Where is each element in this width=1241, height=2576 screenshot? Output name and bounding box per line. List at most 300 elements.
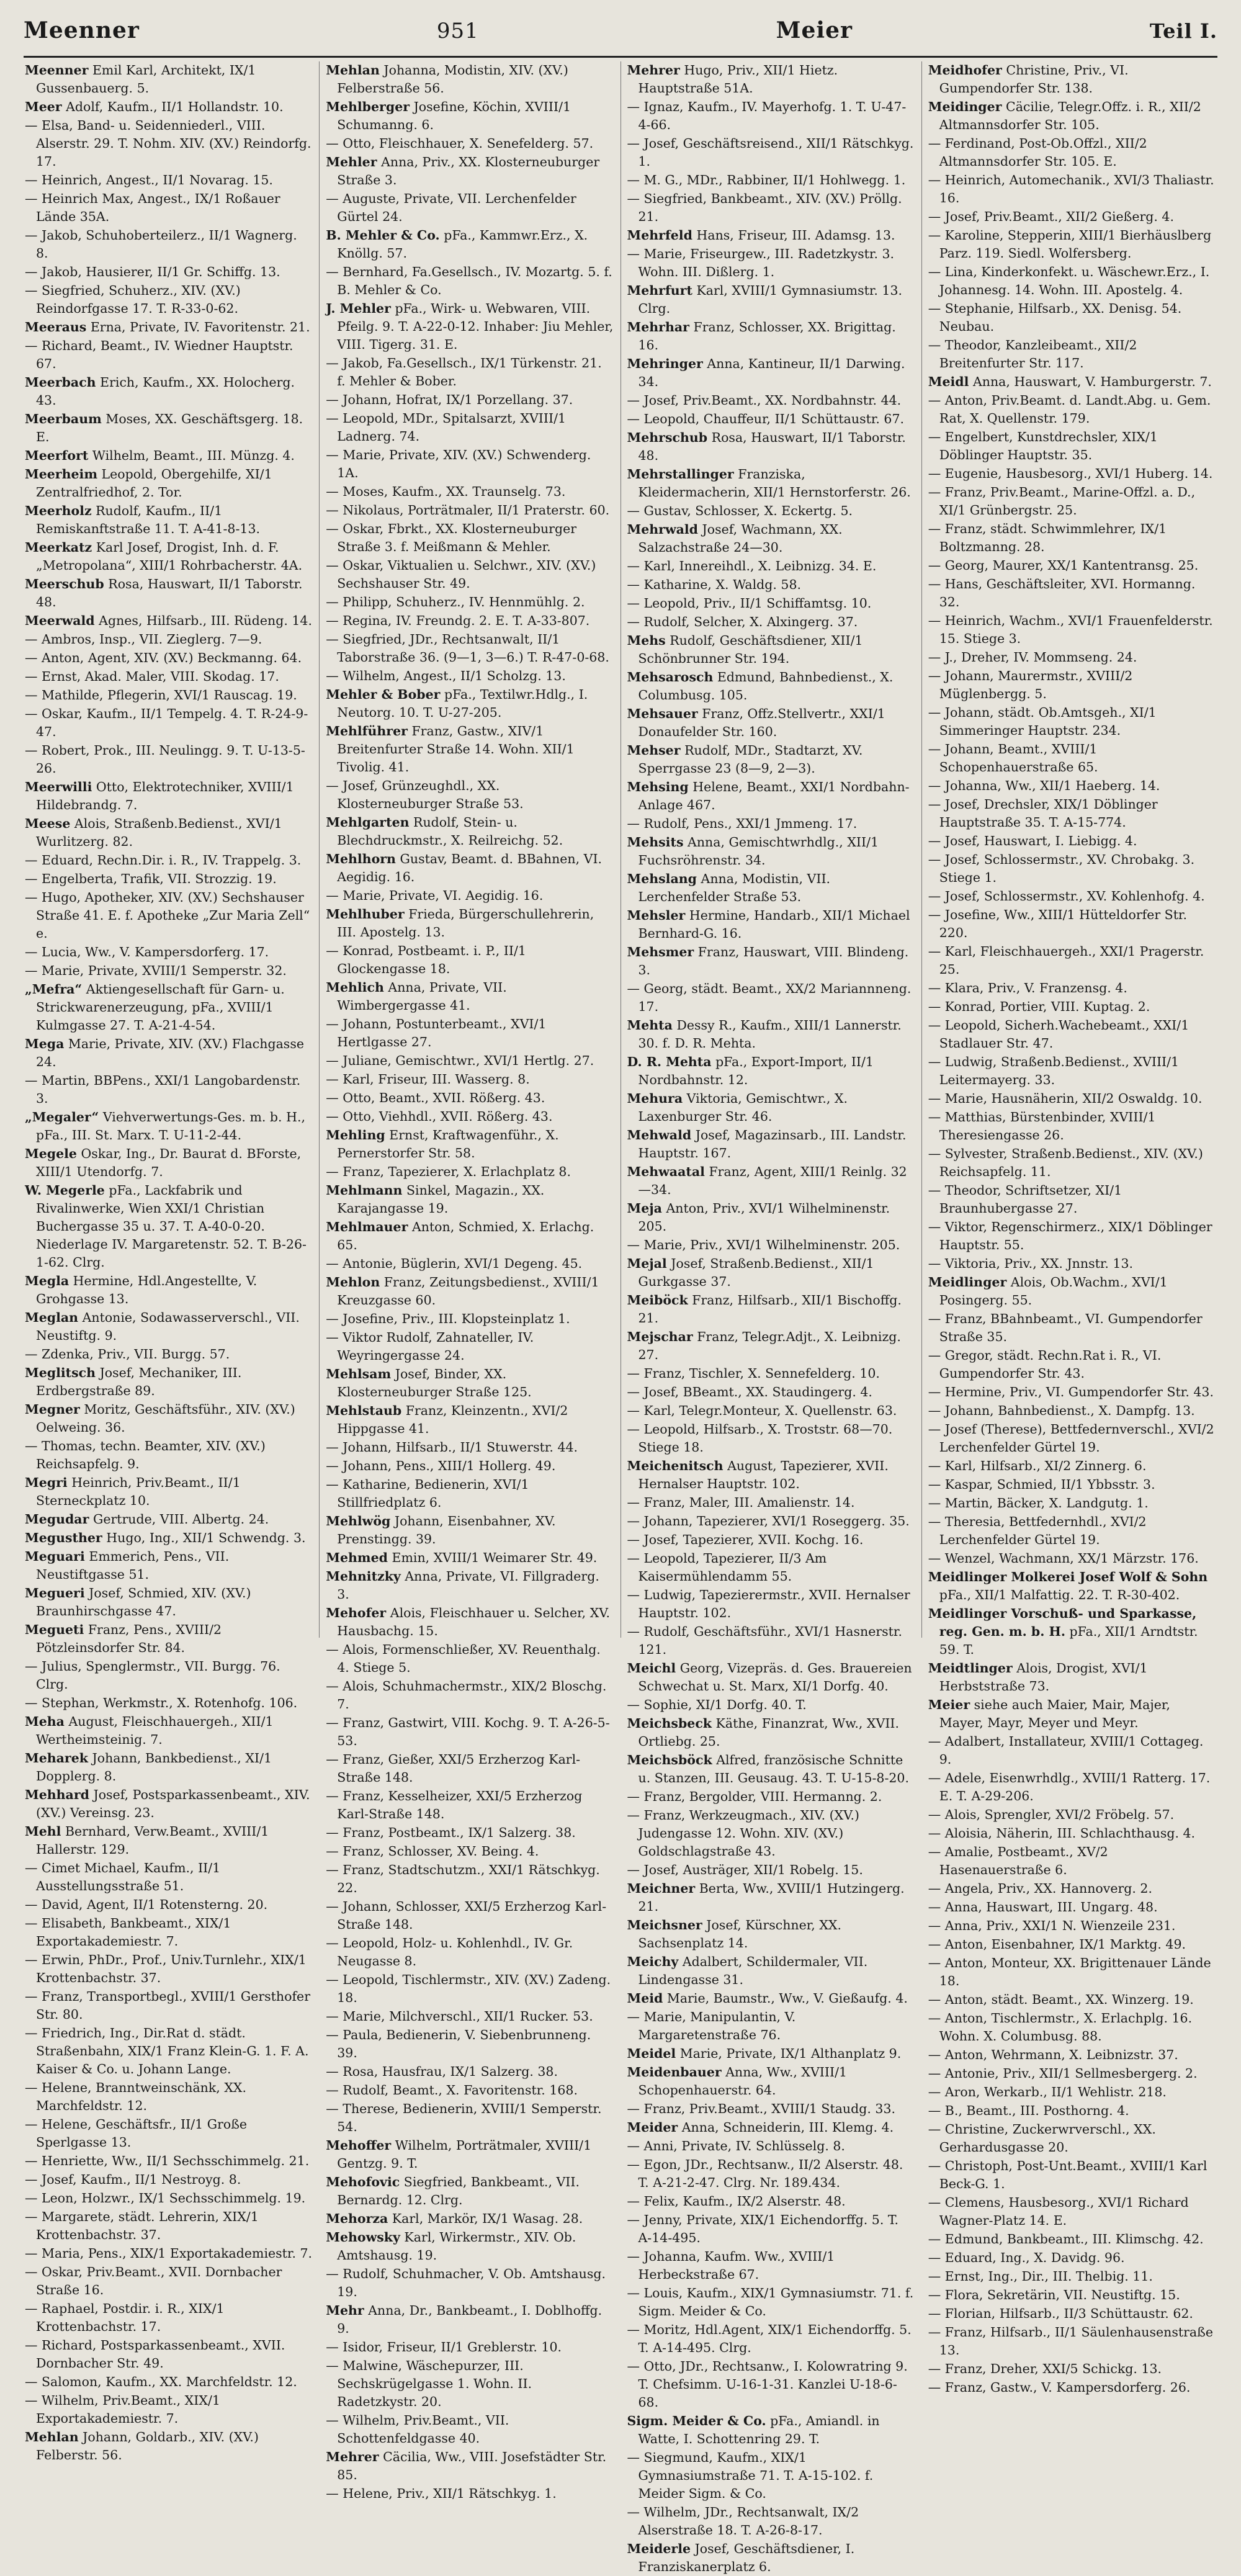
- directory-entry: [25, 1621, 313, 1657]
- entry-text: — Konrad, Portier, VIII. Kuptag. 2.: [928, 999, 1150, 1014]
- directory-entry: [326, 1310, 614, 1328]
- entry-surname: Mehlan: [25, 2430, 79, 2444]
- entry-text: — Anton, Monteur, XX. Brigittenauer Lände 18.: [928, 1955, 1211, 1988]
- directory-entry: [928, 483, 1216, 519]
- entry-surname: Mehlon: [326, 1275, 380, 1290]
- entry-text: pFa., Textilwr.Hdlg., I. Neutorg. 10. T. U-27-205.: [337, 687, 588, 720]
- entry-text: — Marie, Hausnäherin, XII/2 Oswaldg. 10.: [928, 1091, 1203, 1106]
- directory-entry: [627, 2063, 915, 2099]
- directory-column: [19, 61, 319, 2462]
- entry-text: — Adalbert, Installateur, XVIII/1 Cottageg. 9.: [928, 1734, 1204, 1767]
- entry-text: — Isidor, Friseur, II/1 Greblerstr. 10.: [326, 2340, 562, 2354]
- entry-surname: Mehura: [627, 1091, 683, 1106]
- entry-surname: Meese: [25, 816, 71, 831]
- entry-text: — Salomon, Kaufm., XX. Marchfeldstr. 12.: [25, 2374, 297, 2389]
- directory-entry: [25, 227, 313, 263]
- entry-text: — Heinrich, Automechanik., XVI/3 Thaliastr. 16.: [928, 173, 1214, 205]
- entry-text: Hugo, Ing., XII/1 Schwendg. 3.: [106, 1530, 306, 1545]
- directory-entry: [326, 1604, 614, 1640]
- directory-entry: [928, 943, 1216, 979]
- entry-text: — B., Beamt., III. Posthorng. 4.: [928, 2103, 1129, 2118]
- directory-entry: [627, 1494, 915, 1512]
- entry-text: — Jakob, Hausierer, II/1 Gr. Schiffg. 13.: [25, 264, 280, 279]
- directory-entry: [627, 190, 915, 226]
- entry-text: pFa., XII/1 Malfattig. 22. T. R-30-402.: [939, 1587, 1180, 1602]
- directory-entry: [928, 1824, 1216, 1842]
- entry-text: — Cimet Michael, Kaufm., II/1 Ausstellungsstraße 51.: [25, 1860, 221, 1893]
- directory-entry: [25, 2263, 313, 2299]
- entry-text: — Viktor Rudolf, Zahnateller, IV. Weyringergasse 24.: [326, 1330, 534, 1363]
- directory-entry: [627, 2211, 915, 2247]
- entry-surname: Meichy: [627, 1954, 679, 1969]
- directory-entry: [326, 1971, 614, 2007]
- directory-entry: [928, 1936, 1216, 1954]
- directory-entry: [326, 1255, 614, 1273]
- entry-text: Johann, Goldarb., XIV. (XV.) Felberstr. 56.: [36, 2430, 259, 2462]
- entry-surname: Mehlmauer: [326, 1219, 408, 1234]
- directory-entry: [928, 557, 1216, 575]
- directory-entry: [928, 1310, 1216, 1346]
- entry-surname: Sigm. Meider & Co.: [627, 2413, 766, 2428]
- entry-text: Hermine, Handarb., XII/1 Michael Bernhard-G. 16.: [638, 908, 910, 941]
- entry-text: — M. G., MDr., Rabbiner, II/1 Hohlwegg. 1.: [627, 173, 906, 187]
- directory-entry: [928, 832, 1216, 850]
- entry-text: — Johanna, Kaufm. Ww., XVIII/1 Herbeckstraße 67.: [627, 2249, 835, 2282]
- directory-entry: [25, 1401, 313, 1437]
- directory-entry: [326, 2210, 614, 2228]
- entry-text: Bernhard, Verw.Beamt., XVIII/1 Hallerstr. 129.: [36, 1824, 269, 1857]
- entry-surname: Meeraus: [25, 320, 87, 334]
- directory-entry: [25, 1529, 313, 1547]
- entry-surname: Meidtlinger: [928, 1661, 1013, 1676]
- entry-text: — Rudolf, Schuhmacher, V. Ob. Amtshausg. 19.: [326, 2266, 606, 2299]
- directory-entry: [25, 1823, 313, 1859]
- entry-text: — Klara, Priv., V. Franzensg. 4.: [928, 981, 1127, 995]
- entry-text: — Franz, BBahnbeamt., VI. Gumpendorfer Straße 35.: [928, 1311, 1203, 1344]
- entry-text: — Eduard, Ing., X. Davidg. 96.: [928, 2250, 1125, 2265]
- directory-entry: [928, 2194, 1216, 2230]
- entry-text: — Rudolf, Beamt., X. Favoritenstr. 168.: [326, 2083, 578, 2098]
- entry-text: — Theodor, Kanzleibeamt., XII/2 Breitenfurter Str. 117.: [928, 338, 1137, 370]
- entry-text: Hans, Friseur, III. Adamsg. 13.: [696, 228, 895, 243]
- entry-text: — Moses, Kaufm., XX. Traunselg. 73.: [326, 484, 566, 499]
- entry-text: — Paula, Bedienerin, V. Siebenbrunneng. 39.: [326, 2027, 591, 2060]
- entry-text: — Philipp, Schuherz., IV. Hennmühlg. 2.: [326, 595, 585, 609]
- entry-text: Anna, Private, VI. Fillgraderg. 3.: [337, 1569, 599, 1602]
- directory-entry: [627, 227, 915, 245]
- entry-text: Rosa, Hauswart, II/1 Taborstr. 48.: [638, 430, 906, 463]
- directory-entry: [25, 870, 313, 888]
- directory-entry: [25, 1951, 313, 1987]
- entry-text: — Thomas, techn. Beamter, XIV. (XV.) Reichsapfelg. 9.: [25, 1438, 266, 1471]
- entry-text: — Franz, Maler, III. Amalienstr. 14.: [627, 1495, 855, 1510]
- directory-entry: [928, 2083, 1216, 2101]
- entry-surname: Meidlinger Vorschuß- und Sparkasse, reg. Gen. m. b. H.: [928, 1606, 1197, 1639]
- directory-entry: [928, 1218, 1216, 1254]
- directory-entry: [326, 612, 614, 630]
- directory-entry: [627, 576, 915, 594]
- entry-text: — Johann, Pens., XIII/1 Hollerg. 49.: [326, 1458, 556, 1473]
- directory-entry: [25, 410, 313, 446]
- entry-surname: Mehrhar: [627, 320, 689, 334]
- entry-text: — Stephan, Werkmstr., X. Rotenhofg. 106.: [25, 1695, 298, 1710]
- entry-text: — Engelbert, Kunstdrechsler, XIX/1 Döblinger Hauptstr. 35.: [928, 429, 1158, 462]
- entry-text: Emil Karl, Architekt, IX/1 Gussenbauerg. 5.: [36, 63, 256, 96]
- directory-entry: [326, 686, 614, 722]
- entry-text: — Ferdinand, Post-Ob.Offzl., XII/2 Altmannsdorfer Str. 105. E.: [928, 136, 1147, 169]
- entry-text: Anna, Gemischtwrhdlg., XII/1 Fuchsröhrenstr. 34.: [638, 835, 879, 868]
- directory-entry: [627, 2284, 915, 2320]
- directory-entry: [627, 2100, 915, 2118]
- entry-text: — Siegfried, Schuherz., XIV. (XV.) Reindorfgasse 17. T. R-33-0-62.: [25, 283, 241, 316]
- entry-text: — Franz, Gastwirt, VIII. Kochg. 9. T. A-26-5-53.: [326, 1715, 610, 1748]
- entry-surname: Meerfort: [25, 448, 89, 463]
- directory-entry: [25, 1145, 313, 1181]
- entry-text: — Angela, Priv., XX. Hannoverg. 2.: [928, 1881, 1152, 1896]
- entry-text: Josef, Wachmann, XX. Salzachstraße 24—30.: [638, 522, 843, 555]
- entry-text: Sinkel, Magazin., XX. Karajangasse 19.: [337, 1183, 545, 1216]
- entry-text: Josef, Straßenb.Bedienst., XII/1 Gurkgasse 37.: [638, 1256, 874, 1289]
- entry-text: — Alois, Sprengler, XVI/2 Fröbelg. 57.: [928, 1807, 1175, 1822]
- directory-entry: [326, 2448, 614, 2484]
- entry-text: — Anton, Priv.Beamt. d. Landt.Abg. u. Gem. Rat, X. Quellenstr. 179.: [928, 393, 1211, 426]
- entry-text: Anna, Ww., XVIII/1 Schopenhauerstr. 64.: [638, 2065, 848, 2098]
- entry-text: — Josef, Schlossermstr., XV. Kohlenhofg. 4.: [928, 889, 1205, 904]
- directory-entry: [326, 667, 614, 685]
- directory-entry: [627, 1402, 915, 1420]
- entry-text: Alois, Fleischhauer u. Selcher, XV. Hausbachg. 15.: [337, 1605, 611, 1638]
- directory-entry: [928, 300, 1216, 336]
- directory-entry: [25, 889, 313, 943]
- directory-entry: [928, 61, 1216, 97]
- entry-surname: Mehsmer: [627, 945, 694, 959]
- entry-text: Anton, Schmied, X. Erlachg. 65.: [337, 1219, 594, 1252]
- directory-entry: [25, 1713, 313, 1749]
- entry-text: — Ludwig, Straßenb.Bedienst., XVIII/1 Leitermayerg. 33.: [928, 1054, 1180, 1087]
- entry-text: Franz, Offz.Stellvertr., XXI/1 Donaufelder Str. 160.: [638, 706, 885, 739]
- entry-text: — Antonie, Priv., XII/1 Sellmesbergerg. 2.: [928, 2066, 1198, 2081]
- entry-surname: Mehringer: [627, 356, 703, 371]
- directory-entry: [326, 777, 614, 813]
- directory-column: [620, 61, 921, 2574]
- entry-text: — Theresia, Bettfedernhdl., XVI/2 Lerchenfelder Gürtel 19.: [928, 1514, 1147, 1547]
- directory-entry: [627, 1531, 915, 1549]
- directory-entry: [627, 429, 915, 465]
- entry-surname: Mehlstaub: [326, 1403, 402, 1418]
- entry-text: — Helene, Branntweinschänk, XX. Marchfeldstr. 12.: [25, 2080, 247, 2113]
- entry-text: Gustav, Beamt. d. BBahnen, VI. Aegidig. 16.: [337, 851, 603, 884]
- directory-entry: [326, 263, 614, 299]
- directory-entry: [627, 2248, 915, 2284]
- directory-entry: [326, 2173, 614, 2209]
- directory-entry: [627, 613, 915, 631]
- directory-entry: [627, 2008, 915, 2044]
- entry-surname: Meidinger: [928, 99, 1002, 114]
- entry-text: — Nikolaus, Porträtmaler, II/1 Praterstr. 60.: [326, 503, 610, 518]
- directory-entry: [25, 282, 313, 318]
- directory-entry: [627, 2119, 915, 2137]
- entry-text: Adalbert, Schildermaler, VII. Lindengasse 31.: [638, 1954, 868, 1987]
- directory-entry: [25, 1474, 313, 1510]
- directory-entry: [928, 171, 1216, 207]
- entry-text: — Johann, Bahnbedienst., X. Dampfg. 13.: [928, 1403, 1195, 1418]
- entry-text: Karl Josef, Drogist, Inh. d. F. „Metropolana“, XIII/1 Rohrbacherstr. 4A.: [36, 540, 303, 573]
- directory-entry: [25, 98, 313, 116]
- directory-entry: [627, 1126, 915, 1162]
- directory-entry: [627, 1512, 915, 1530]
- entry-surname: Meidhofer: [928, 63, 1002, 78]
- directory-entry: [326, 410, 614, 446]
- entry-text: — Josef, Austräger, XII/1 Robelg. 15.: [627, 1862, 863, 1877]
- entry-text: Josef, Mechaniker, III. Erdbergstraße 89.: [36, 1365, 242, 1398]
- entry-text: — Jenny, Private, XIX/1 Eichendorffg. 5. T. A-14-495.: [627, 2212, 899, 2245]
- entry-surname: Meerholz: [25, 503, 92, 518]
- entry-text: pFa., Wirk- u. Webwaren, VIII. Pfeilg. 9. T. A-22-0-12. Inhaber: Jiu Mehler, VIII. Tigerg. 31. E.: [337, 301, 614, 352]
- entry-text: Josefine, Köchin, XVIII/1 Schumanng. 6.: [337, 99, 571, 132]
- directory-entry: [25, 1072, 313, 1108]
- directory-entry: [928, 575, 1216, 611]
- entry-text: Josef, Geschäftsdiener, I. Franziskanerplatz 6.: [638, 2541, 855, 2574]
- entry-text: — Anna, Hauswart, III. Ungarg. 48.: [928, 1900, 1158, 1914]
- directory-entry: [25, 2336, 313, 2372]
- entry-text: Anna, Dr., Bankbeamt., I. Doblhoffg. 9.: [337, 2303, 603, 2336]
- entry-text: — Anton, Agent, XIV. (XV.) Beckmanng. 64.: [25, 650, 302, 665]
- directory-entry: [627, 2045, 915, 2063]
- entry-surname: Meglan: [25, 1310, 79, 1325]
- directory-entry: [25, 1786, 313, 1822]
- directory-entry: [326, 942, 614, 978]
- directory-entry: [627, 1788, 915, 1806]
- directory-entry: [25, 851, 313, 869]
- entry-text: Antonie, Sodawasserverschl., VII. Neustiftg. 9.: [36, 1310, 300, 1343]
- directory-entry: [25, 2373, 313, 2391]
- entry-text: — Bernhard, Fa.Gesellsch., IV. Mozartg. 5. f. B. Mehler & Co.: [326, 264, 612, 297]
- entry-text: — Aron, Werkarb., II/1 Wehlistr. 218.: [928, 2085, 1167, 2099]
- directory-entry: [928, 227, 1216, 263]
- entry-text: — Franz, Gastw., V. Kampersdorferg. 26.: [928, 2380, 1191, 2395]
- entry-text: Marie, Baumstr., Ww., V. Gießaufg. 4.: [666, 1991, 908, 2006]
- entry-text: Georg, Vizepräs. d. Ges. Brauereien Schwechat u. St. Marx, XI/1 Dorfg. 40.: [638, 1661, 912, 1694]
- header-part: Teil I.: [1149, 19, 1217, 43]
- directory-entry: [326, 2100, 614, 2136]
- directory-entry: [326, 557, 614, 593]
- entry-text: — Franz, Kesselheizer, XXI/5 Erzherzog Karl-Straße 148.: [326, 1788, 583, 1821]
- directory-entry: [627, 2156, 915, 2192]
- page-header: [24, 17, 1217, 58]
- directory-entry: [25, 117, 313, 171]
- entry-text: Hermine, Hdl.Angestellte, V. Grohgasse 13.: [36, 1273, 258, 1306]
- entry-surname: Mega: [25, 1036, 65, 1051]
- directory-entry: [326, 887, 614, 905]
- directory-entry: [627, 870, 915, 906]
- directory-entry: [627, 815, 915, 833]
- directory-entry: [627, 1016, 915, 1052]
- directory-entry: [326, 2026, 614, 2062]
- entry-text: Erna, Private, IV. Favoritenstr. 21.: [90, 320, 310, 334]
- entry-text: Marie, Private, IX/1 Althanplatz 9.: [679, 2046, 902, 2061]
- entry-text: — Johann, Tapezierer, XVI/1 Roseggerg. 35.: [627, 1514, 910, 1528]
- entry-surname: W. Megerle: [25, 1183, 105, 1198]
- entry-text: — Johann, Schlosser, XXI/5 Erzherzog Karl-Straße 148.: [326, 1899, 607, 1932]
- directory-entry: [928, 1420, 1216, 1456]
- directory-entry: [326, 850, 614, 886]
- entry-text: Siegfried, Bankbeamt., VII. Bernardg. 12. Clrg.: [337, 2174, 580, 2207]
- entry-text: Franz, Telegr.Adjt., X. Leibnizg. 27.: [638, 1329, 901, 1362]
- entry-text: — Rosa, Hausfrau, IX/1 Salzerg. 38.: [326, 2064, 558, 2079]
- directory-entry: [627, 1806, 915, 1860]
- entry-surname: Meiböck: [627, 1293, 688, 1308]
- entry-text: — Josefine, Ww., XIII/1 Hütteldorfer Str. 220.: [928, 907, 1187, 940]
- entry-text: — Edmund, Bankbeamt., III. Klimschg. 42.: [928, 2232, 1204, 2246]
- entry-surname: Mehling: [326, 1128, 385, 1142]
- entry-text: Rudolf, Geschäftsdiener, XII/1 Schönbrunner Str. 194.: [638, 633, 863, 666]
- entry-text: — Anni, Private, IV. Schlüsselg. 8.: [627, 2138, 845, 2153]
- entry-text: Johann, Bankbedienst., XI/1 Dopplerg. 8.: [36, 1751, 272, 1784]
- directory-entry: [627, 1861, 915, 1879]
- entry-text: — Rudolf, Geschäftsführ., XVI/1 Hasnerstr. 121.: [627, 1624, 902, 1657]
- directory-entry: [928, 1733, 1216, 1769]
- entry-text: — Juliane, Gemischtwr., XVI/1 Hertlg. 27.: [326, 1053, 594, 1068]
- entry-text: — Alois, Formenschließer, XV. Reuenthalg. 4. Stiege 5.: [326, 1642, 601, 1675]
- entry-surname: Mehler & Bober: [326, 687, 441, 702]
- directory-entry: [627, 1420, 915, 1456]
- entry-surname: Mehwald: [627, 1128, 692, 1142]
- directory-column: [319, 61, 620, 2501]
- directory-entry: [326, 2081, 614, 2099]
- directory-entry: [928, 648, 1216, 666]
- entry-surname: Meier: [928, 1697, 970, 1712]
- entry-text: — Johann, Hilfsarb., II/1 Stuwerstr. 44.: [326, 1440, 578, 1455]
- entry-surname: Mehs: [627, 633, 666, 648]
- directory-entry: [326, 1457, 614, 1475]
- entry-text: Josef, Schmied, XIV. (XV.) Braunhirschgasse 47.: [36, 1586, 251, 1618]
- entry-surname: Mehslang: [627, 871, 697, 886]
- entry-text: — Anton, städt. Beamt., XX. Winzerg. 19.: [928, 1992, 1194, 2007]
- entry-text: — Franz, Bergolder, VIII. Hermanng. 2.: [627, 1789, 882, 1804]
- entry-surname: Mehrschub: [627, 430, 708, 445]
- directory-entry: [25, 778, 313, 814]
- entry-surname: Meid: [627, 1991, 663, 2006]
- directory-entry: [928, 520, 1216, 556]
- directory-entry: [25, 981, 313, 1034]
- directory-entry: [627, 1586, 915, 1622]
- directory-entry: [326, 2008, 614, 2026]
- directory-entry: [25, 1510, 313, 1528]
- header-right-word: Meier: [776, 17, 853, 43]
- entry-surname: Meharek: [25, 1751, 88, 1766]
- entry-text: — Friedrich, Ing., Dir.Rat d. städt. Straßenbahn, XIX/1 Franz Klein-G. 1. F. A. Kaiser & Co. u. Johann Lange.: [25, 2026, 309, 2076]
- entry-surname: Mehsing: [627, 779, 689, 794]
- directory-entry: [25, 1584, 313, 1620]
- directory-entry: [928, 887, 1216, 905]
- entry-text: — Heinrich, Angest., II/1 Novarag. 15.: [25, 173, 273, 187]
- entry-text: — Alois, Schuhmachermstr., XIX/2 Bloschg. 7.: [326, 1679, 607, 1712]
- entry-text: — Josef, Drechsler, XIX/1 Döblinger Hauptstraße 35. T. A-15-774.: [928, 797, 1158, 830]
- directory-entry: [627, 1715, 915, 1751]
- entry-text: — Marie, Private, VI. Aegidig. 16.: [326, 888, 544, 903]
- entry-text: — Siegfried, JDr., Rechtsanwalt, II/1 Taborstraße 36. (9—1, 3—6.) T. R-47-0-68.: [326, 632, 609, 665]
- directory-entry: [326, 2137, 614, 2173]
- entry-text: Franz, Hauswart, VIII. Blindeng. 3.: [638, 945, 909, 977]
- entry-text: Karl, Wirkermstr., XIV. Ob. Amtshausg. 19.: [337, 2230, 576, 2263]
- entry-text: Cäcilia, Ww., VIII. Josefstädter Str. 85.: [337, 2449, 607, 2482]
- directory-entry: [627, 521, 915, 557]
- entry-text: — Leopold, Tapezierer, II/3 Am Kaisermühlendamm 55.: [627, 1551, 827, 1584]
- entry-text: — Heinrich Max, Angest., IX/1 Roßauer Lände 35A.: [25, 191, 280, 224]
- entry-text: — Oskar, Fbrkt., XX. Klosterneuburger Straße 3. f. Meißmann & Mehler.: [326, 521, 577, 554]
- entry-surname: Mejschar: [627, 1329, 693, 1344]
- directory-entry: [326, 98, 614, 134]
- entry-surname: Mehta: [627, 1018, 673, 1033]
- entry-text: — Christine, Zuckerwrverschl., XX. Gerhardusgasse 20.: [928, 2122, 1156, 2155]
- directory-entry: [25, 612, 313, 630]
- entry-text: Franz, Agent, XIII/1 Reinlg. 32—34.: [638, 1164, 907, 1197]
- directory-entry: [326, 1898, 614, 1934]
- entry-text: August, Tapezierer, XVII. Hernalser Hauptstr. 102.: [638, 1458, 889, 1491]
- entry-text: — Katharine, X. Waldg. 58.: [627, 577, 802, 592]
- entry-text: — Otto, JDr., Rechtsanw., I. Kolowratring 9. T. Chefsimm. U-16-1-31. Kanzlei U-18-6-68.: [627, 2359, 908, 2410]
- entry-text: — Josef, Schlossermstr., XV. Chrobakg. 3. Stiege 1.: [928, 852, 1195, 885]
- directory-entry: [25, 649, 313, 667]
- entry-text: Moses, XX. Geschäftsgerg. 18. E.: [36, 411, 303, 444]
- entry-text: Franz, Pens., XVIII/2 Pötzleinsdorfer Str. 84.: [36, 1622, 222, 1655]
- directory-entry: [928, 1457, 1216, 1475]
- entry-text: — Franz, städt. Schwimmlehrer, IX/1 Boltzmanng. 28.: [928, 521, 1167, 554]
- entry-text: Heinrich, Priv.Beamt., II/1 Sterneckplatz 10.: [36, 1475, 241, 1508]
- directory-entry: [928, 2360, 1216, 2378]
- entry-text: — Otto, Fleischhauer, X. Senefelderg. 57.: [326, 136, 594, 151]
- directory-entry: [928, 2065, 1216, 2083]
- directory-entry: [928, 1476, 1216, 1494]
- entry-text: — Otto, Viehhdl., XVII. Rößerg. 43.: [326, 1109, 553, 1124]
- entry-text: — Josef, Tapezierer, XVII. Kochg. 16.: [627, 1532, 864, 1547]
- entry-surname: Megudar: [25, 1512, 89, 1527]
- entry-text: — Erwin, PhDr., Prof., Univ.Turnlehr., XIX/1 Krottenbachstr. 37.: [25, 1952, 307, 1985]
- entry-text: — Josef, Geschäftsreisend., XII/1 Rätschkyg. 1.: [627, 136, 914, 169]
- entry-text: — Theodor, Schriftsetzer, XI/1 Braunhubergasse 27.: [928, 1183, 1122, 1216]
- directory-entry: [627, 2540, 915, 2576]
- entry-surname: Mehowsky: [326, 2230, 400, 2245]
- directory-entry: [25, 1182, 313, 1272]
- directory-entry: [627, 1255, 915, 1291]
- directory-entry: [928, 1605, 1216, 1659]
- directory-entry: [25, 815, 313, 851]
- entry-text: — Henriette, Ww., II/1 Sechsschimmelg. 21.: [25, 2153, 310, 2168]
- entry-text: — Anton, Wehrmann, X. Leibnizstr. 37.: [928, 2047, 1178, 2062]
- entry-surname: Meja: [627, 1201, 662, 1216]
- directory-entry: [25, 1658, 313, 1694]
- entry-text: — Josef, Priv.Beamt., XX. Nordbahnstr. 44.: [627, 393, 902, 408]
- directory-entry: [326, 593, 614, 611]
- entry-text: — Karl, Friseur, III. Wasserg. 8.: [326, 1072, 530, 1087]
- directory-entry: [326, 1089, 614, 1107]
- entry-text: — Konrad, Postbeamt. i. P., II/1 Glockengasse 18.: [326, 943, 526, 976]
- entry-text: siehe auch Maier, Mair, Majer, Mayer, Mayr, Meyer und Meyr.: [939, 1697, 1170, 1730]
- directory-entry: [627, 245, 915, 281]
- entry-surname: Meerwilli: [25, 779, 92, 794]
- directory-entry: [25, 2392, 313, 2428]
- entry-text: pFa., Kammwr.Erz., X. Knöllg. 57.: [337, 228, 588, 261]
- entry-text: — Zdenka, Priv., VII. Burgg. 57.: [25, 1347, 230, 1362]
- directory-entry: [326, 1934, 614, 1970]
- directory-entry: [928, 428, 1216, 464]
- entry-text: August, Fleischhauergeh., XII/1 Wertheimsteinig. 7.: [36, 1714, 274, 1747]
- entry-text: — Viktor, Regenschirmerz., XIX/1 Döblinger Hauptstr. 55.: [928, 1219, 1212, 1252]
- directory-entry: [928, 740, 1216, 776]
- entry-text: — Christoph, Post-Unt.Beamt., XVIII/1 Karl Beck-G. 1.: [928, 2158, 1207, 2191]
- directory-entry: [25, 337, 313, 373]
- entry-text: Hugo, Priv., XII/1 Hietz. Hauptstraße 51A.: [638, 63, 838, 96]
